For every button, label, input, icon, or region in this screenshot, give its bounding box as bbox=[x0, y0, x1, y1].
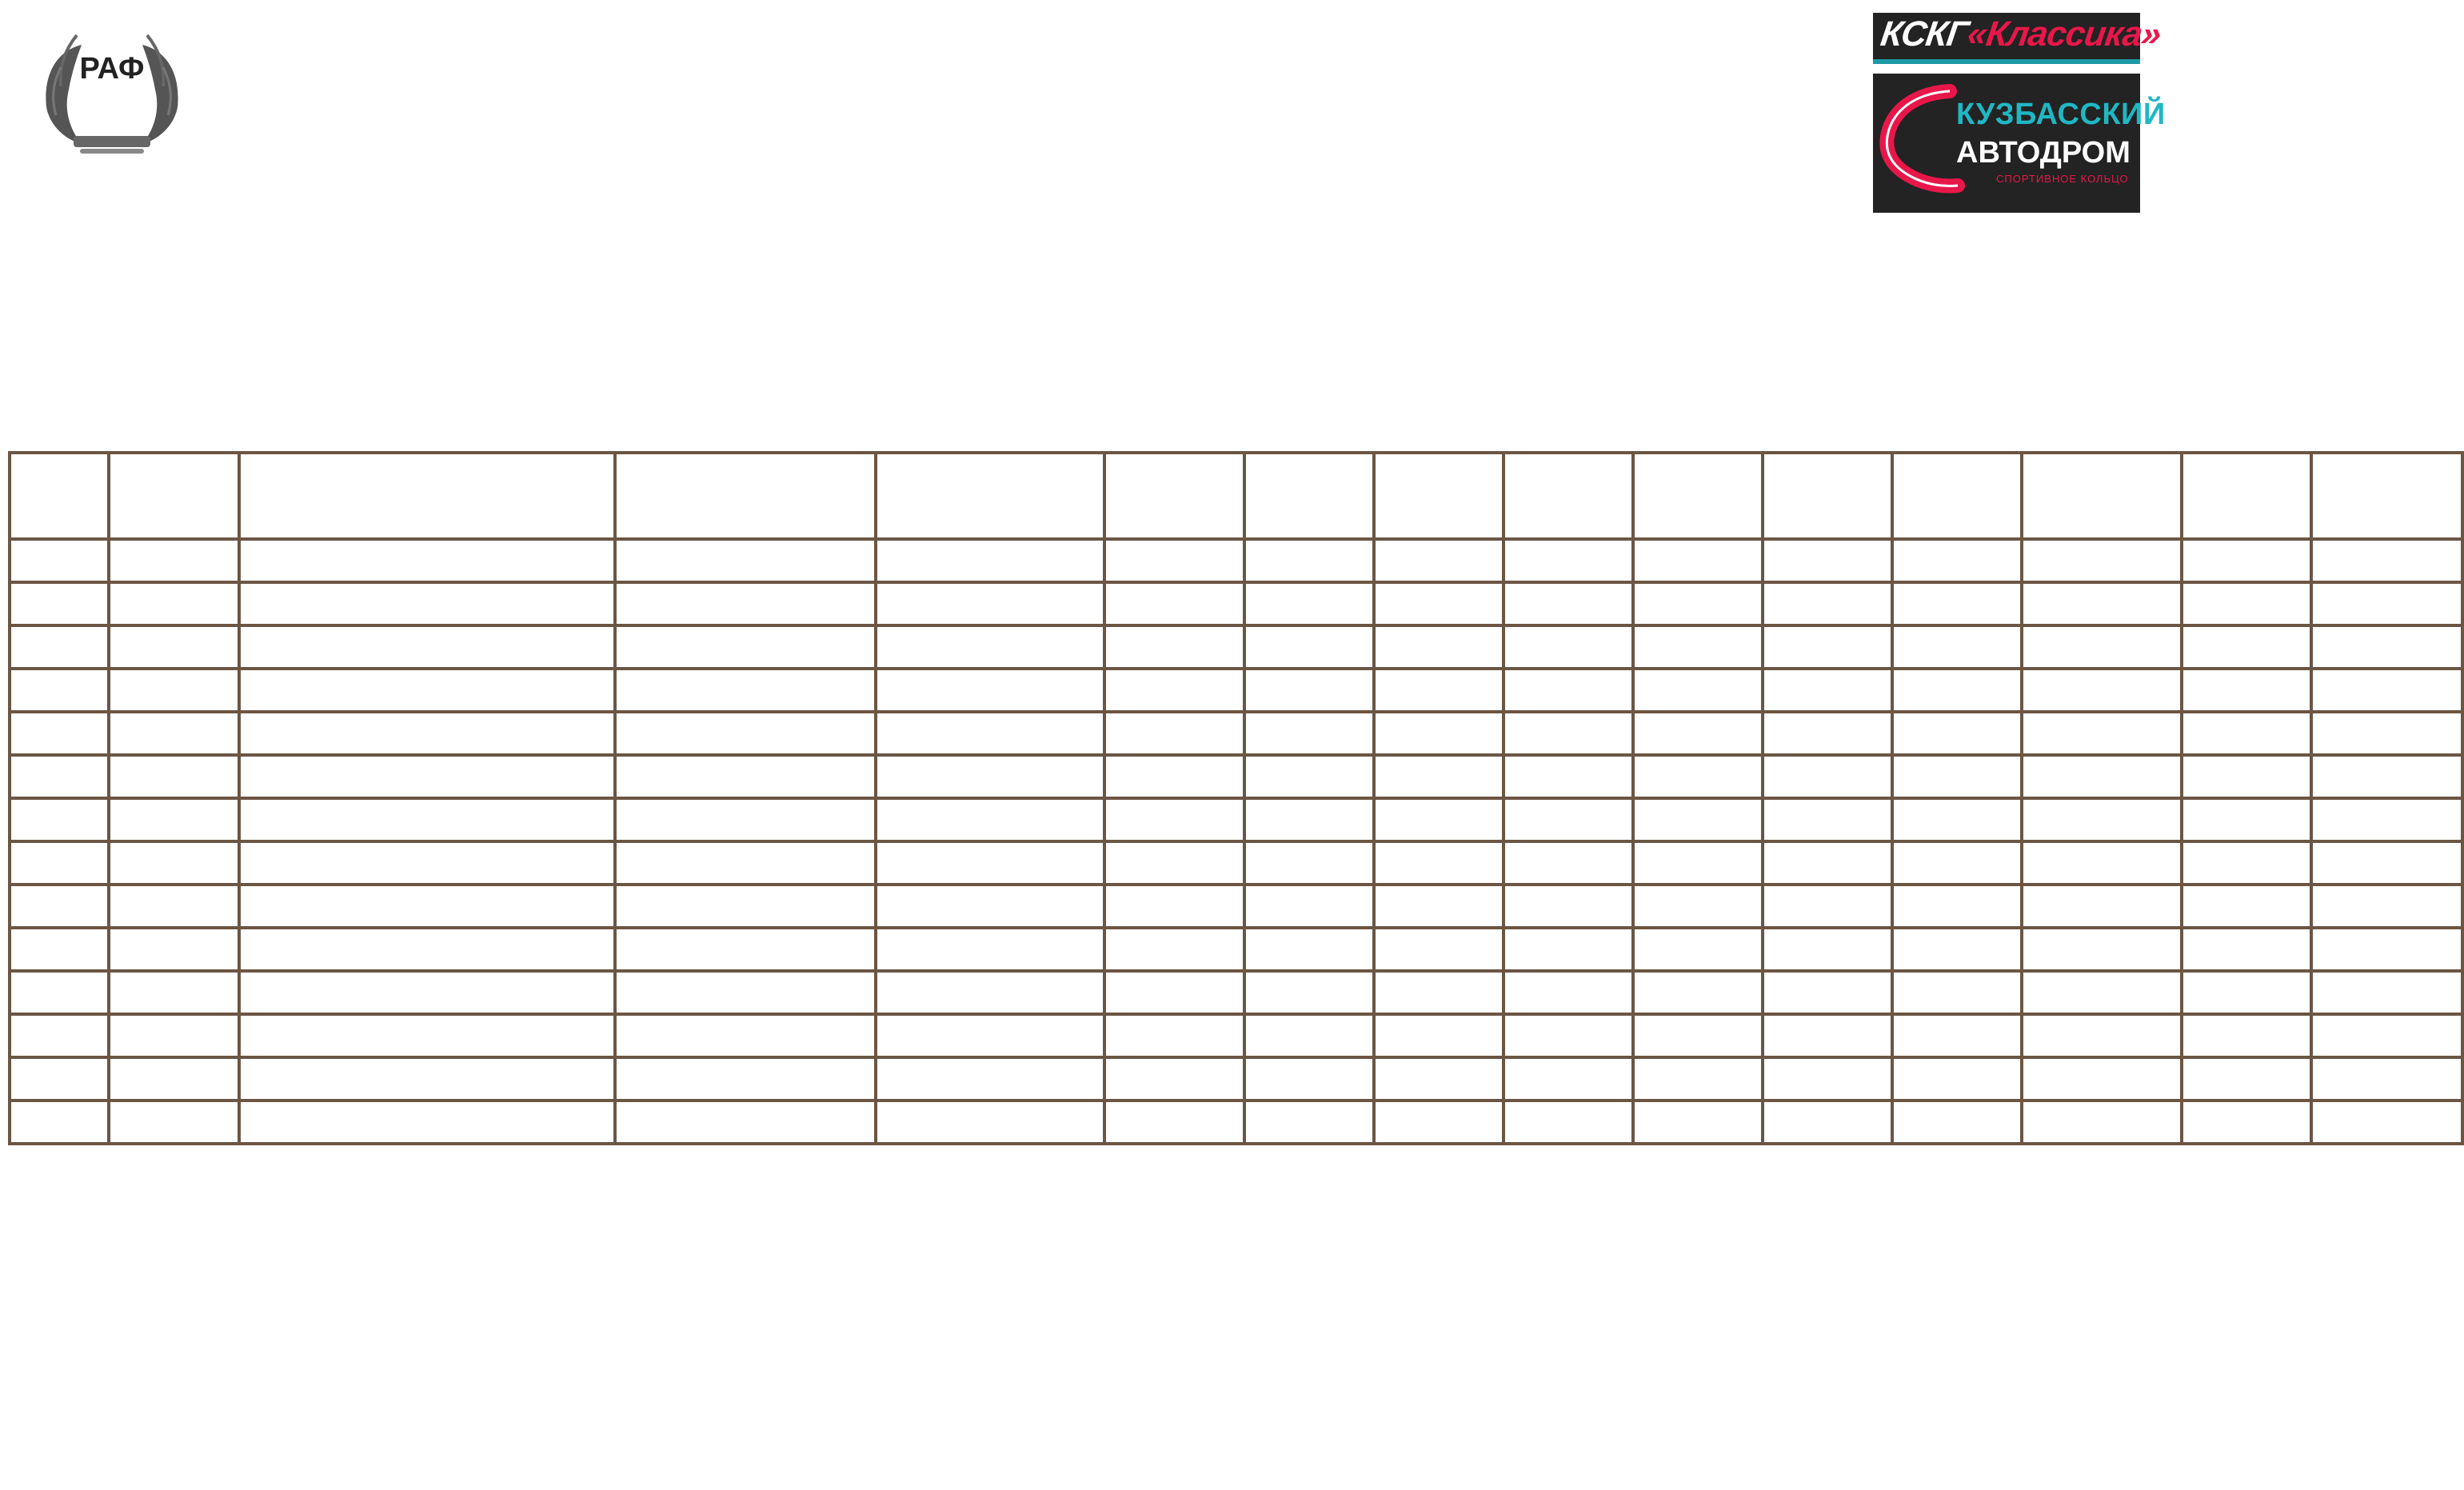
table-header-cell bbox=[1504, 453, 1633, 539]
table-cell bbox=[239, 928, 615, 971]
table-cell bbox=[1104, 669, 1244, 712]
table-cell bbox=[1244, 669, 1374, 712]
table-cell bbox=[876, 755, 1104, 798]
table-cell bbox=[109, 755, 239, 798]
table-cell bbox=[1374, 755, 1504, 798]
kskg-logo-text: КСКГ bbox=[1878, 14, 1971, 54]
table-cell bbox=[876, 928, 1104, 971]
table-cell bbox=[1104, 1014, 1244, 1057]
table-cell bbox=[2022, 755, 2182, 798]
table-cell bbox=[10, 1057, 109, 1101]
table-header-cell bbox=[2182, 453, 2311, 539]
logo-line-kuzbass: КУЗБАССКИЙ bbox=[1956, 98, 2166, 131]
table-cell bbox=[10, 1101, 109, 1144]
table-cell bbox=[109, 1101, 239, 1144]
table-header-row bbox=[10, 453, 2462, 539]
table-cell bbox=[10, 712, 109, 755]
table-cell bbox=[239, 755, 615, 798]
table-cell bbox=[2022, 1101, 2182, 1144]
table-cell bbox=[1763, 885, 1892, 928]
table-cell bbox=[1244, 712, 1374, 755]
table-cell bbox=[2022, 669, 2182, 712]
table-cell bbox=[239, 1014, 615, 1057]
table-cell bbox=[1892, 582, 2022, 625]
table-cell bbox=[1374, 582, 1504, 625]
table-row bbox=[10, 539, 2462, 582]
federation-emblem-icon bbox=[32, 19, 192, 160]
table-cell bbox=[1633, 582, 1763, 625]
table-cell bbox=[1763, 798, 1892, 841]
table-cell bbox=[10, 625, 109, 669]
table-row bbox=[10, 669, 2462, 712]
table-cell bbox=[1892, 712, 2022, 755]
table-cell bbox=[1104, 885, 1244, 928]
table-cell bbox=[615, 712, 876, 755]
table-cell bbox=[2022, 582, 2182, 625]
kuzbass-autodrom-logo bbox=[1873, 74, 2166, 213]
table-cell bbox=[2182, 798, 2311, 841]
table-row bbox=[10, 928, 2462, 971]
table-cell bbox=[2311, 1101, 2462, 1144]
table-cell bbox=[1244, 928, 1374, 971]
table-cell bbox=[2182, 841, 2311, 885]
table-cell bbox=[109, 1014, 239, 1057]
table-cell bbox=[1892, 755, 2022, 798]
table-cell bbox=[1504, 798, 1633, 841]
table-cell bbox=[2311, 971, 2462, 1014]
table-cell bbox=[1374, 712, 1504, 755]
table-cell bbox=[615, 669, 876, 712]
table-cell bbox=[1244, 582, 1374, 625]
table-header-cell bbox=[615, 453, 876, 539]
table-cell bbox=[10, 928, 109, 971]
table-cell bbox=[1104, 928, 1244, 971]
table-cell bbox=[1763, 1014, 1892, 1057]
table-cell bbox=[109, 625, 239, 669]
table-row bbox=[10, 798, 2462, 841]
results-table bbox=[8, 451, 2464, 1145]
table-cell bbox=[2311, 928, 2462, 971]
table-cell bbox=[2182, 755, 2311, 798]
table-cell bbox=[2022, 841, 2182, 885]
table-cell bbox=[1244, 755, 1374, 798]
klassika-logo-text: «Классика» bbox=[1964, 14, 2163, 54]
table-cell bbox=[1504, 971, 1633, 1014]
table-cell bbox=[615, 1014, 876, 1057]
table-header-cell bbox=[1892, 453, 2022, 539]
table-header-cell bbox=[1104, 453, 1244, 539]
table-cell bbox=[239, 1057, 615, 1101]
table-row bbox=[10, 1057, 2462, 1101]
table-cell bbox=[2182, 885, 2311, 928]
table-cell bbox=[1633, 971, 1763, 1014]
table-cell bbox=[2311, 712, 2462, 755]
table-cell bbox=[2311, 1057, 2462, 1101]
table-cell bbox=[1104, 971, 1244, 1014]
table-cell bbox=[1374, 625, 1504, 669]
table-cell bbox=[1374, 928, 1504, 971]
table-cell bbox=[876, 885, 1104, 928]
table-cell bbox=[1504, 841, 1633, 885]
table-cell bbox=[1892, 798, 2022, 841]
table-cell bbox=[615, 1101, 876, 1144]
table-cell bbox=[2182, 625, 2311, 669]
table-cell bbox=[1504, 1101, 1633, 1144]
table-row bbox=[10, 971, 2462, 1014]
table-row bbox=[10, 885, 2462, 928]
table-cell bbox=[1892, 1101, 2022, 1144]
table-cell bbox=[876, 841, 1104, 885]
table-cell bbox=[2182, 582, 2311, 625]
table-cell bbox=[876, 625, 1104, 669]
table-header-cell bbox=[10, 453, 109, 539]
table-cell bbox=[109, 971, 239, 1014]
table-cell bbox=[876, 669, 1104, 712]
table-cell bbox=[876, 1101, 1104, 1144]
table-cell bbox=[2311, 755, 2462, 798]
table-cell bbox=[1763, 755, 1892, 798]
table-cell bbox=[1244, 625, 1374, 669]
table-cell bbox=[109, 539, 239, 582]
table-row bbox=[10, 1101, 2462, 1144]
table-cell bbox=[1104, 539, 1244, 582]
table-cell bbox=[615, 625, 876, 669]
table-cell bbox=[2182, 669, 2311, 712]
table-cell bbox=[1244, 1057, 1374, 1101]
table-cell bbox=[876, 712, 1104, 755]
table-cell bbox=[1104, 798, 1244, 841]
table-cell bbox=[1763, 539, 1892, 582]
table-cell bbox=[1892, 971, 2022, 1014]
table-cell bbox=[2311, 1014, 2462, 1057]
table-cell bbox=[2311, 885, 2462, 928]
table-cell bbox=[2182, 928, 2311, 971]
table-cell bbox=[10, 798, 109, 841]
table-cell bbox=[1504, 1057, 1633, 1101]
table-cell bbox=[2182, 712, 2311, 755]
table-cell bbox=[239, 582, 615, 625]
table-cell bbox=[109, 1057, 239, 1101]
table-cell bbox=[615, 1057, 876, 1101]
table-cell bbox=[1892, 669, 2022, 712]
table-cell bbox=[615, 798, 876, 841]
table-cell bbox=[1504, 669, 1633, 712]
table-cell bbox=[2022, 798, 2182, 841]
table-cell bbox=[1763, 669, 1892, 712]
table-cell bbox=[10, 841, 109, 885]
logo-line-autodrom: АВТОДРОМ bbox=[1956, 136, 2131, 170]
table-cell bbox=[1763, 841, 1892, 885]
table-cell bbox=[10, 885, 109, 928]
table-cell bbox=[1504, 928, 1633, 971]
table-cell bbox=[1892, 539, 2022, 582]
table-header-cell bbox=[239, 453, 615, 539]
table-cell bbox=[1633, 755, 1763, 798]
table-cell bbox=[1374, 669, 1504, 712]
table-cell bbox=[876, 582, 1104, 625]
table-cell bbox=[239, 625, 615, 669]
table-cell bbox=[1104, 582, 1244, 625]
table-cell bbox=[109, 582, 239, 625]
table-cell bbox=[1374, 1014, 1504, 1057]
table-cell bbox=[1633, 539, 1763, 582]
table-cell bbox=[10, 582, 109, 625]
table-cell bbox=[109, 669, 239, 712]
table-cell bbox=[1374, 1057, 1504, 1101]
table-cell bbox=[109, 885, 239, 928]
race-track-icon bbox=[1873, 74, 1969, 213]
table-cell bbox=[239, 841, 615, 885]
table-cell bbox=[109, 841, 239, 885]
table-cell bbox=[615, 539, 876, 582]
table-cell bbox=[1763, 625, 1892, 669]
table-cell bbox=[1633, 841, 1763, 885]
table-cell bbox=[2311, 798, 2462, 841]
table-cell bbox=[615, 582, 876, 625]
table-header-cell bbox=[2022, 453, 2182, 539]
table-cell bbox=[109, 712, 239, 755]
table-cell bbox=[2022, 1057, 2182, 1101]
table-cell bbox=[239, 798, 615, 841]
table-cell bbox=[2022, 885, 2182, 928]
table-cell bbox=[2022, 971, 2182, 1014]
table-cell bbox=[1104, 1101, 1244, 1144]
table-cell bbox=[2182, 1014, 2311, 1057]
table-cell bbox=[1504, 539, 1633, 582]
table-cell bbox=[1374, 798, 1504, 841]
table-cell bbox=[1244, 1101, 1374, 1144]
table-cell bbox=[876, 1014, 1104, 1057]
table-cell bbox=[615, 928, 876, 971]
table-cell bbox=[1892, 1014, 2022, 1057]
table-cell bbox=[876, 1057, 1104, 1101]
table-cell bbox=[1763, 1101, 1892, 1144]
table-cell bbox=[10, 755, 109, 798]
table-cell bbox=[2182, 1101, 2311, 1144]
svg-text:РАФ: РАФ bbox=[79, 52, 145, 86]
table-row bbox=[10, 841, 2462, 885]
logo-line-subtitle: СПОРТИВНОЕ КОЛЬЦО bbox=[1996, 173, 2129, 185]
table-cell bbox=[1104, 625, 1244, 669]
kskg-klassika-logo bbox=[1873, 13, 2163, 64]
table-cell bbox=[1244, 885, 1374, 928]
table-cell bbox=[1374, 1101, 1504, 1144]
table-cell bbox=[1504, 755, 1633, 798]
table-cell bbox=[1892, 885, 2022, 928]
table-cell bbox=[1633, 1057, 1763, 1101]
table-row bbox=[10, 755, 2462, 798]
table-cell bbox=[615, 885, 876, 928]
table-cell bbox=[2022, 625, 2182, 669]
table-cell bbox=[2022, 539, 2182, 582]
table-cell bbox=[615, 971, 876, 1014]
table-cell bbox=[1633, 928, 1763, 971]
table-row bbox=[10, 582, 2462, 625]
table-cell bbox=[1504, 712, 1633, 755]
table-header-cell bbox=[2311, 453, 2462, 539]
table-cell bbox=[615, 841, 876, 885]
table-cell bbox=[239, 1101, 615, 1144]
table-cell bbox=[1763, 928, 1892, 971]
table-cell bbox=[1633, 885, 1763, 928]
table-cell bbox=[2311, 669, 2462, 712]
table-cell bbox=[1892, 1057, 2022, 1101]
table-cell bbox=[239, 669, 615, 712]
table-cell bbox=[1374, 971, 1504, 1014]
table-cell bbox=[2182, 1057, 2311, 1101]
table-cell bbox=[109, 798, 239, 841]
table-cell bbox=[1633, 1101, 1763, 1144]
table-cell bbox=[2311, 841, 2462, 885]
table-cell bbox=[1892, 625, 2022, 669]
table-cell bbox=[2182, 971, 2311, 1014]
table-row bbox=[10, 625, 2462, 669]
table-cell bbox=[1374, 885, 1504, 928]
table-cell bbox=[1504, 1014, 1633, 1057]
table-cell bbox=[239, 971, 615, 1014]
table-cell bbox=[1633, 712, 1763, 755]
table-cell bbox=[1504, 582, 1633, 625]
table-cell bbox=[2022, 712, 2182, 755]
table-header-cell bbox=[1244, 453, 1374, 539]
table-cell bbox=[2182, 539, 2311, 582]
table-cell bbox=[1244, 798, 1374, 841]
table-cell bbox=[1892, 928, 2022, 971]
table-cell bbox=[1763, 971, 1892, 1014]
table-cell bbox=[1763, 1057, 1892, 1101]
table-header-cell bbox=[109, 453, 239, 539]
table-row bbox=[10, 1014, 2462, 1057]
table-cell bbox=[1244, 1014, 1374, 1057]
table-cell bbox=[1633, 1014, 1763, 1057]
table-cell bbox=[1374, 539, 1504, 582]
table-cell bbox=[876, 798, 1104, 841]
table-cell bbox=[876, 971, 1104, 1014]
table-cell bbox=[1633, 798, 1763, 841]
table-cell bbox=[239, 885, 615, 928]
table-cell bbox=[1633, 625, 1763, 669]
table-cell bbox=[1244, 971, 1374, 1014]
table-cell bbox=[1244, 841, 1374, 885]
table-cell bbox=[10, 1014, 109, 1057]
table-cell bbox=[1763, 712, 1892, 755]
table-cell bbox=[1374, 841, 1504, 885]
table-cell bbox=[1504, 625, 1633, 669]
table-cell bbox=[10, 669, 109, 712]
table-cell bbox=[2311, 625, 2462, 669]
table-cell bbox=[10, 971, 109, 1014]
table-cell bbox=[615, 755, 876, 798]
table-cell bbox=[1104, 1057, 1244, 1101]
table-cell bbox=[2022, 1014, 2182, 1057]
table-cell bbox=[10, 539, 109, 582]
table-row bbox=[10, 712, 2462, 755]
table-cell bbox=[1504, 885, 1633, 928]
table-cell bbox=[109, 928, 239, 971]
table-header-cell bbox=[876, 453, 1104, 539]
table-cell bbox=[1633, 669, 1763, 712]
table-cell bbox=[239, 539, 615, 582]
table-cell bbox=[239, 712, 615, 755]
table-cell bbox=[1104, 841, 1244, 885]
table-cell bbox=[1892, 841, 2022, 885]
table-cell bbox=[1244, 539, 1374, 582]
table-cell bbox=[1763, 582, 1892, 625]
table-header-cell bbox=[1633, 453, 1763, 539]
table-cell bbox=[2022, 928, 2182, 971]
table-header-cell bbox=[1763, 453, 1892, 539]
table-header-cell bbox=[1374, 453, 1504, 539]
table-cell bbox=[876, 539, 1104, 582]
table-cell bbox=[1104, 755, 1244, 798]
table-cell bbox=[1104, 712, 1244, 755]
table-cell bbox=[2311, 539, 2462, 582]
table-cell bbox=[2311, 582, 2462, 625]
